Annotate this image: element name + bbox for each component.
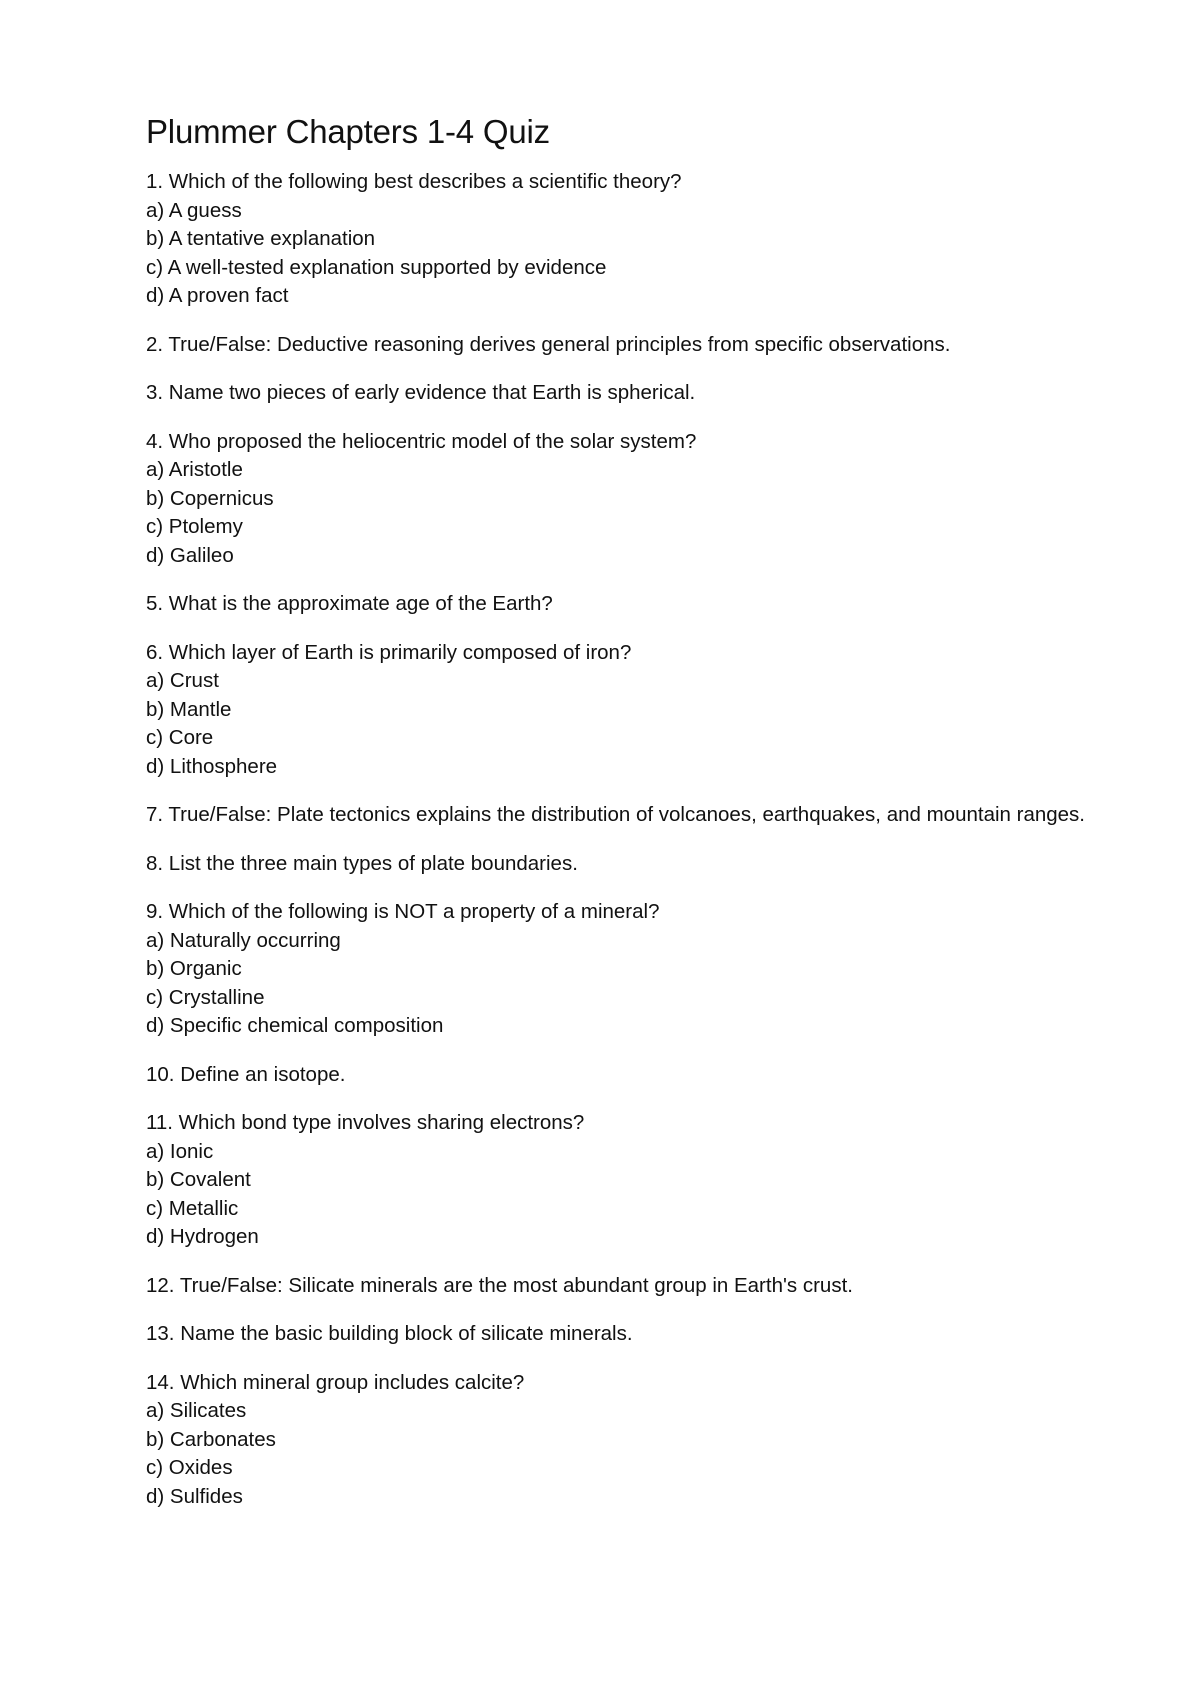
question-text: 2. True/False: Deductive reasoning derives general principles from specific observations. (146, 332, 951, 356)
question-item (146, 1272, 1176, 1301)
question-item (146, 331, 1176, 360)
answer-option: d) Sulfides (146, 1484, 243, 1508)
question-item (146, 168, 1176, 311)
answer-option: d) A proven fact (146, 284, 289, 307)
question-item (146, 898, 1176, 1041)
answer-option: b) Covalent (146, 1168, 251, 1191)
question-text: 12. True/False: Silicate minerals are the most abundant group in Earth's crust. (146, 1273, 853, 1297)
answer-option: a) Crust (146, 669, 219, 692)
question-text: 9. Which of the following is NOT a property of a mineral? (146, 900, 660, 923)
question-text: 10. Define an isotope. (146, 1062, 346, 1086)
answer-option: a) A guess (146, 198, 242, 222)
question-text: 11. Which bond type involves sharing electrons? (146, 1111, 585, 1134)
answer-option: a) Silicates (146, 1399, 247, 1422)
answer-option: c) Crystalline (146, 985, 265, 1009)
answer-options (146, 927, 1176, 1041)
answer-option: c) Ptolemy (146, 515, 243, 538)
answer-option: d) Specific chemical composition (146, 1014, 444, 1037)
question-text: 7. True/False: Plate tectonics explains the distribution of volcanoes, earthquakes, and mountain ranges. (146, 803, 1085, 826)
quiz-title: Plummer Chapters 1-4 Quiz (146, 113, 550, 150)
question-item (146, 850, 1176, 879)
answer-option: c) Oxides (146, 1456, 233, 1479)
question-list (146, 168, 1176, 1511)
answer-option: d) Hydrogen (146, 1225, 259, 1248)
question-text: 8. List the three main types of plate boundaries. (146, 851, 578, 875)
answer-option: b) Copernicus (146, 486, 274, 510)
question-text: 4. Who proposed the heliocentric model of the solar system? (146, 429, 697, 453)
question-text: 13. Name the basic building block of silicate minerals. (146, 1322, 633, 1345)
question-text: 14. Which mineral group includes calcite? (146, 1370, 525, 1394)
answer-option: b) Mantle (146, 697, 232, 721)
answer-option: c) Core (146, 726, 214, 749)
question-text: 1. Which of the following best describes a scientific theory? (146, 170, 682, 193)
answer-option: a) Ionic (146, 1139, 214, 1163)
question-item (146, 590, 1176, 619)
answer-option: b) Organic (146, 957, 242, 980)
question-item (146, 1320, 1176, 1349)
answer-option: c) A well-tested explanation supported by evidence (146, 255, 607, 279)
question-item (146, 1369, 1176, 1512)
answer-option: b) A tentative explanation (146, 227, 376, 250)
question-item (146, 1061, 1176, 1090)
question-item (146, 801, 1176, 830)
question-item (146, 1109, 1176, 1252)
quiz-page (146, 112, 1176, 1531)
answer-option: a) Naturally occurring (146, 928, 341, 952)
answer-option: c) Metallic (146, 1196, 239, 1220)
question-item (146, 379, 1176, 408)
question-item (146, 639, 1176, 782)
question-item (146, 428, 1176, 571)
answer-options (146, 667, 1176, 781)
answer-option: a) Aristotle (146, 458, 243, 481)
answer-option: d) Galileo (146, 543, 234, 567)
answer-options (146, 1138, 1176, 1252)
answer-options (146, 1397, 1176, 1511)
question-text: 6. Which layer of Earth is primarily composed of iron? (146, 640, 632, 664)
answer-options (146, 197, 1176, 311)
answer-option: d) Lithosphere (146, 754, 278, 778)
answer-option: b) Carbonates (146, 1427, 276, 1451)
answer-options (146, 456, 1176, 570)
question-text: 3. Name two pieces of early evidence that Earth is spherical. (146, 381, 696, 404)
question-text: 5. What is the approximate age of the Earth? (146, 592, 553, 615)
